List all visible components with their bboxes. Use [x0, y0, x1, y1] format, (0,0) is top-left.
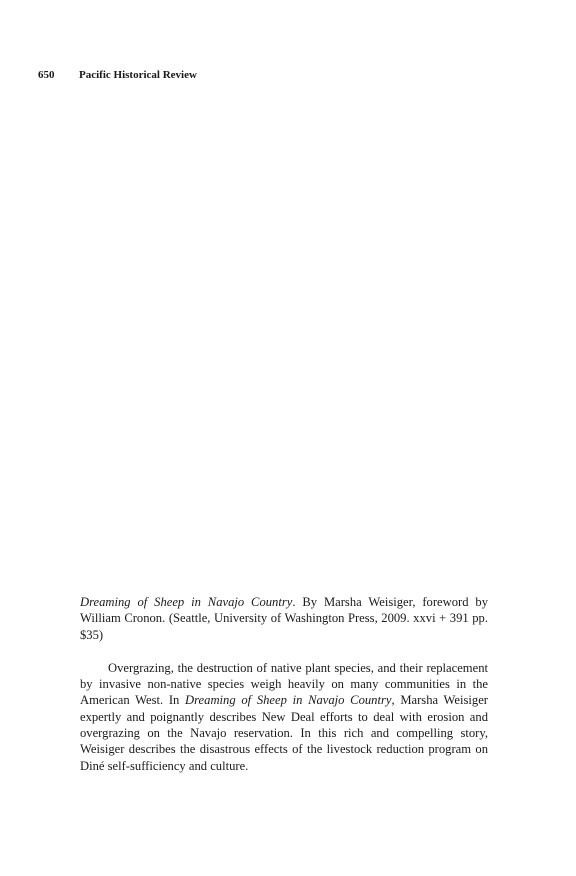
book-title: Dreaming of Sheep in Navajo Country: [80, 595, 293, 609]
page-number: 650: [38, 69, 55, 81]
review-text-end: , Marsha Weisiger expertly and poignantly describes New Deal efforts to deal with erosion and overgrazing on the Navajo reservation. In this rich and compelling story, Weisiger describes the disastrous effects of the livestock reduction program on Diné self-sufficiency and culture.: [80, 693, 489, 773]
journal-title: Pacific Historical Review: [79, 69, 197, 81]
review-paragraph: [80, 660, 488, 774]
book-review: [80, 594, 488, 774]
review-book-title: Dreaming of Sheep in Navajo Country: [185, 693, 392, 708]
review-text-start: Overgrazing, the destruction of native plant species, and their replacement by invasive non-native species weigh heavily on many communities in the American West. In: [80, 660, 488, 708]
citation-details: . By Marsha Weisiger, foreword by William Cronon. (Seattle, University of Washington Press, 2009. xxvi + 391 pp. $35): [80, 595, 488, 642]
book-citation: [80, 594, 488, 643]
running-header: [38, 69, 197, 81]
